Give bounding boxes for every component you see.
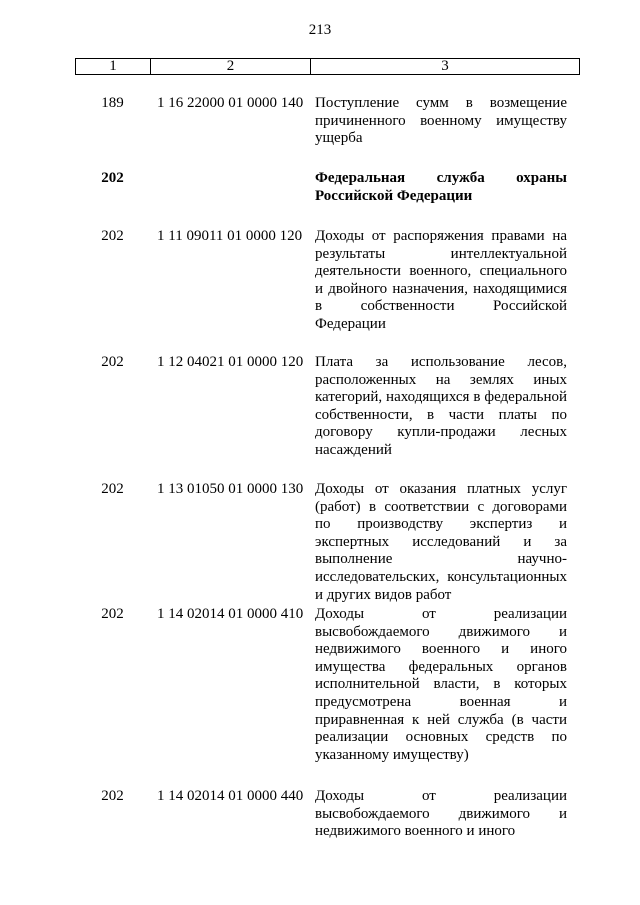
income-description: Доходы от реализации высвобождаемого движимого и недвижимого военного и иного имущества федеральных органов исполнительной власти, в которых предусмотрена военная и приравненная к ней служба (в части реализации основных средств по указанному имуществу) [315, 606, 567, 763]
admin-code: 202 [101, 606, 124, 622]
kbk-code: 1 11 09011 01 0000 120 [157, 228, 303, 244]
column-header-1: 1 [76, 59, 151, 74]
admin-code: 202 [101, 354, 124, 370]
column-header-row [75, 58, 580, 75]
kbk-code: 1 14 02014 01 0000 440 [157, 788, 304, 804]
income-description: Поступление сумм в возмещение причиненного военному имуществу ущерба [315, 95, 567, 147]
admin-code: 202 [101, 170, 124, 186]
admin-code: 202 [101, 228, 124, 244]
income-description: Плата за использование лесов, расположенных на землях иных категорий, находящихся в федеральной собственности, в части платы по договору купли-продажи лесных насаждений [315, 354, 567, 458]
admin-code: 202 [101, 788, 124, 804]
admin-code: 189 [101, 95, 124, 111]
income-description: Доходы от оказания платных услуг (работ) в соответствии с договорами по производству экспертиз и экспертных исследований и за выполнение научно-исследовательских, консультационных и других видов работ [315, 481, 567, 603]
income-description: Доходы от реализации высвобождаемого движимого и недвижимого военного и иного [315, 788, 567, 840]
kbk-code: 1 16 22000 01 0000 140 [157, 95, 304, 111]
kbk-code: 1 12 04021 01 0000 120 [157, 354, 304, 370]
kbk-code: 1 14 02014 01 0000 410 [157, 606, 304, 622]
kbk-code: 1 13 01050 01 0000 130 [157, 481, 304, 497]
column-header-3: 3 [441, 58, 449, 74]
income-description: Доходы от распоряжения правами на результаты интеллектуальной деятельности военного, специального и двойного назначения, находящимися в собственности Российской Федерации [315, 228, 567, 332]
page-number: 213 [308, 22, 332, 38]
column-header-2: 2 [151, 59, 311, 74]
agency-name: Федеральная служба охраны Российской Федерации [315, 170, 567, 204]
admin-code: 202 [101, 481, 124, 497]
